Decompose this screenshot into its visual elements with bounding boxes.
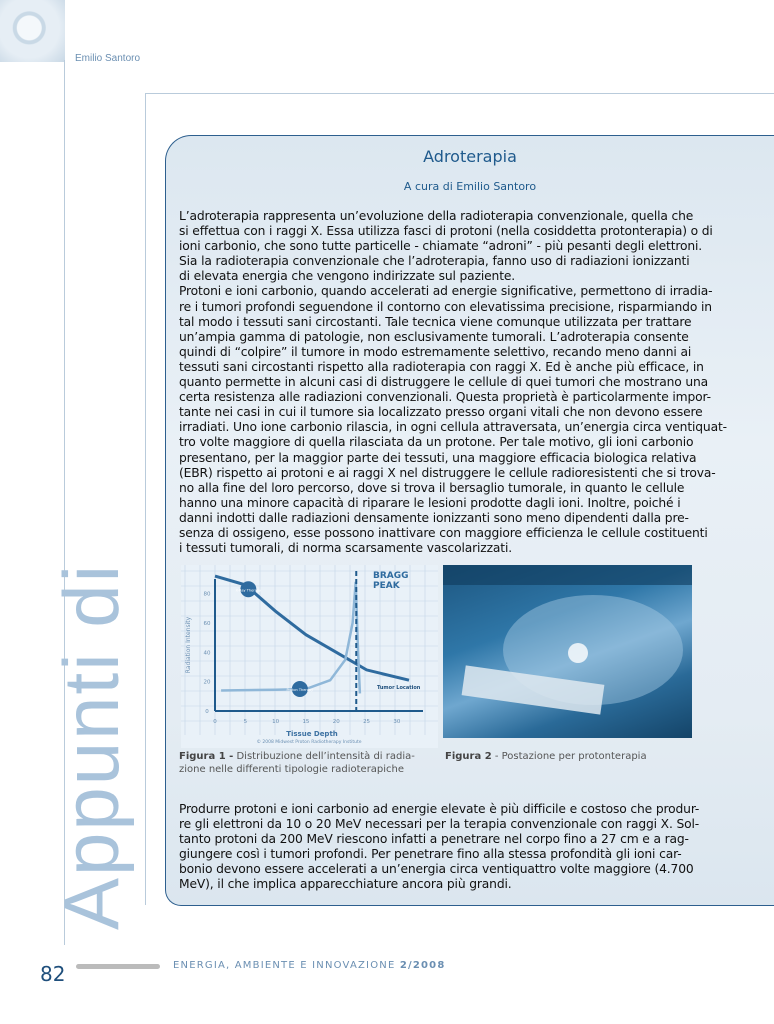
chart-title: BRAGG	[373, 571, 409, 581]
caption-text: - Postazione per protonterapia	[491, 751, 647, 762]
text-line: i tessuti tumorali, di norma scarsamente vascolarizzati.	[179, 541, 512, 556]
text-line: si effettua con i raggi X. Essa utilizza fasci di protoni (nella cosiddetta protonterapia) o di	[179, 224, 713, 239]
text-line: re i tumori profondi seguendone il contorno con elevatissima precisione, risparmiando in	[179, 299, 712, 314]
y-axis-label: Radiation Intensity	[185, 616, 192, 674]
chart-title-2: PEAK	[373, 581, 400, 591]
figure-2-label: Figura 2	[445, 751, 492, 762]
text-line: tessuti sani circostanti rispetto alla radioterapia con raggi X. Ed è anche più efficace, in	[179, 359, 704, 374]
text-line: hanno una minore capacità di riparare le lesioni prodotte dagli ioni. Inoltre, poiché i	[179, 495, 681, 510]
x-tick-label: 15	[302, 719, 310, 725]
journal-title: ENERGIA, AMBIENTE E INNOVAZIONE	[173, 960, 400, 971]
x-tick-label: 0	[213, 719, 217, 725]
series-line-proton	[221, 582, 360, 694]
y-tick-label: 40	[203, 650, 211, 657]
journal-issue: 2/2008	[399, 960, 446, 971]
page-number: 82	[40, 962, 66, 986]
figure-1-label: Figura 1 -	[179, 751, 234, 762]
article-title: Adroterapia	[423, 147, 517, 166]
figure-1-chart	[181, 565, 438, 748]
article-byline: A cura di Emilio Santoro	[403, 180, 537, 193]
x-axis-label: Tissue Depth	[286, 730, 338, 738]
journal-name	[173, 960, 446, 971]
x-tick-label: 20	[332, 719, 340, 725]
figure-2-photo	[443, 565, 692, 738]
caption-text: Distribuzione dell’intensità di radia-	[233, 751, 415, 762]
text-line: certa resistenza alle radiazioni convenzionali. Questa proprietà è particolarmente impor-	[179, 390, 711, 405]
text-line: quanto permette in alcuni casi di distruggere le cellule di quei tumori che mostrano una	[179, 375, 709, 390]
x-tick-label: 30	[393, 719, 401, 725]
text-line: tante nei casi in cui il tumore sia localizzato presso organi vitali che non devono essere	[179, 405, 703, 420]
caption-text: zione nelle differenti tipologie radioterapiche	[179, 764, 405, 775]
paragraph-1	[179, 209, 727, 556]
text-line: Protoni e ioni carbonio, quando accelerati ad energie significative, permettono di irradia-	[179, 284, 713, 299]
text-line: senza di ossigeno, esse possono inattivare con maggiore efficienza le cellule costituenti	[179, 525, 708, 540]
x-tick-label: 5	[243, 719, 248, 725]
text-line: un’ampia gamma di patologie, non esclusivamente tumorali. L’adroterapia consente	[179, 329, 689, 344]
series-label: X-Ray Therapy	[235, 588, 262, 593]
text-line: quindi di “colpire” il tumore in modo estremamente selettivo, recando meno danni ai	[179, 344, 692, 359]
chart-credit: © 2008 Midwest Proton Radiotherapy Institute	[256, 740, 362, 745]
x-tick-label: 25	[363, 719, 371, 725]
text-line: ioni carbonio, che sono tutte particelle - chiamate “adroni” - più pesanti degli elettroni.	[179, 239, 703, 254]
text-line: no alla fine del loro percorso, dove si trova il bersaglio tumorale, in quanto le cellule	[179, 480, 685, 495]
footer-bar	[76, 964, 160, 969]
y-tick-label: 60	[203, 621, 211, 627]
text-line: irradiati. Uno ione carbonio rilascia, in ogni cellula attraversata, un’energia circa ventiquat-	[179, 420, 727, 435]
y-tick-label: 80	[203, 591, 211, 598]
text-line: L’adroterapia rappresenta un’evoluzione della radioterapia convenzionale, quella che	[179, 209, 694, 223]
bragg-peak-chart	[181, 565, 438, 748]
figure-2-caption	[445, 750, 647, 763]
running-head-author: Emilio Santoro	[75, 53, 141, 64]
section-vertical-label: Appunti di	[47, 563, 135, 930]
series-label: Proton Therapy	[286, 688, 314, 692]
x-tick-label: 10	[272, 719, 280, 725]
corner-decorative-image	[0, 0, 65, 62]
y-tick-label: 20	[203, 679, 211, 686]
text-line: tro volte maggiore di quella rilasciata da un protone. Per tale motivo, gli ioni carbonio	[179, 435, 694, 450]
text-line: giungere così i tumori profondi. Per penetrare fino alla stessa profondità gli ioni car-	[179, 847, 682, 862]
text-line: Produrre protoni e ioni carbonio ad energie elevate è più difficile e costoso che produr-	[179, 802, 700, 816]
paragraph-2	[179, 802, 699, 893]
text-line: presentano, per la maggior parte dei tessuti, una maggiore efficacia biologica relativa	[179, 450, 697, 465]
text-line: tanto protoni da 200 MeV riescono infatti a penetrare nel corpo fino a 27 cm e a rag-	[179, 832, 689, 847]
text-line: MeV), il che implica apparecchiature ancora più grandi.	[179, 877, 512, 892]
text-line: (EBR) rispetto ai protoni e ai raggi X nel distruggere le cellule radioresistenti che si trova-	[179, 465, 716, 480]
text-line: Sia la radioterapia convenzionale che l’adroterapia, fanno uso di radiazioni ionizzanti	[179, 254, 690, 269]
figure-1-caption	[179, 750, 415, 776]
text-line: di elevata energia che vengono indirizzate sul paziente.	[179, 269, 516, 284]
text-line: danni indotti dalle radiazioni densamente ionizzanti sono meno dipendenti dalla pre-	[179, 510, 689, 525]
text-line: re gli elettroni da 10 o 20 MeV necessari per la terapia convenzionale con raggi X. Sol-	[179, 817, 700, 832]
text-line: tal modo i tessuti sani circostanti. Tale tecnica viene comunque utilizzata per trattare	[179, 314, 692, 329]
y-tick-label: 0	[205, 709, 209, 715]
text-line: bonio devono essere accelerati a un’energia circa ventiquattro volte maggiore (4.700	[179, 862, 694, 877]
annotation: Tumor Location	[377, 685, 421, 691]
